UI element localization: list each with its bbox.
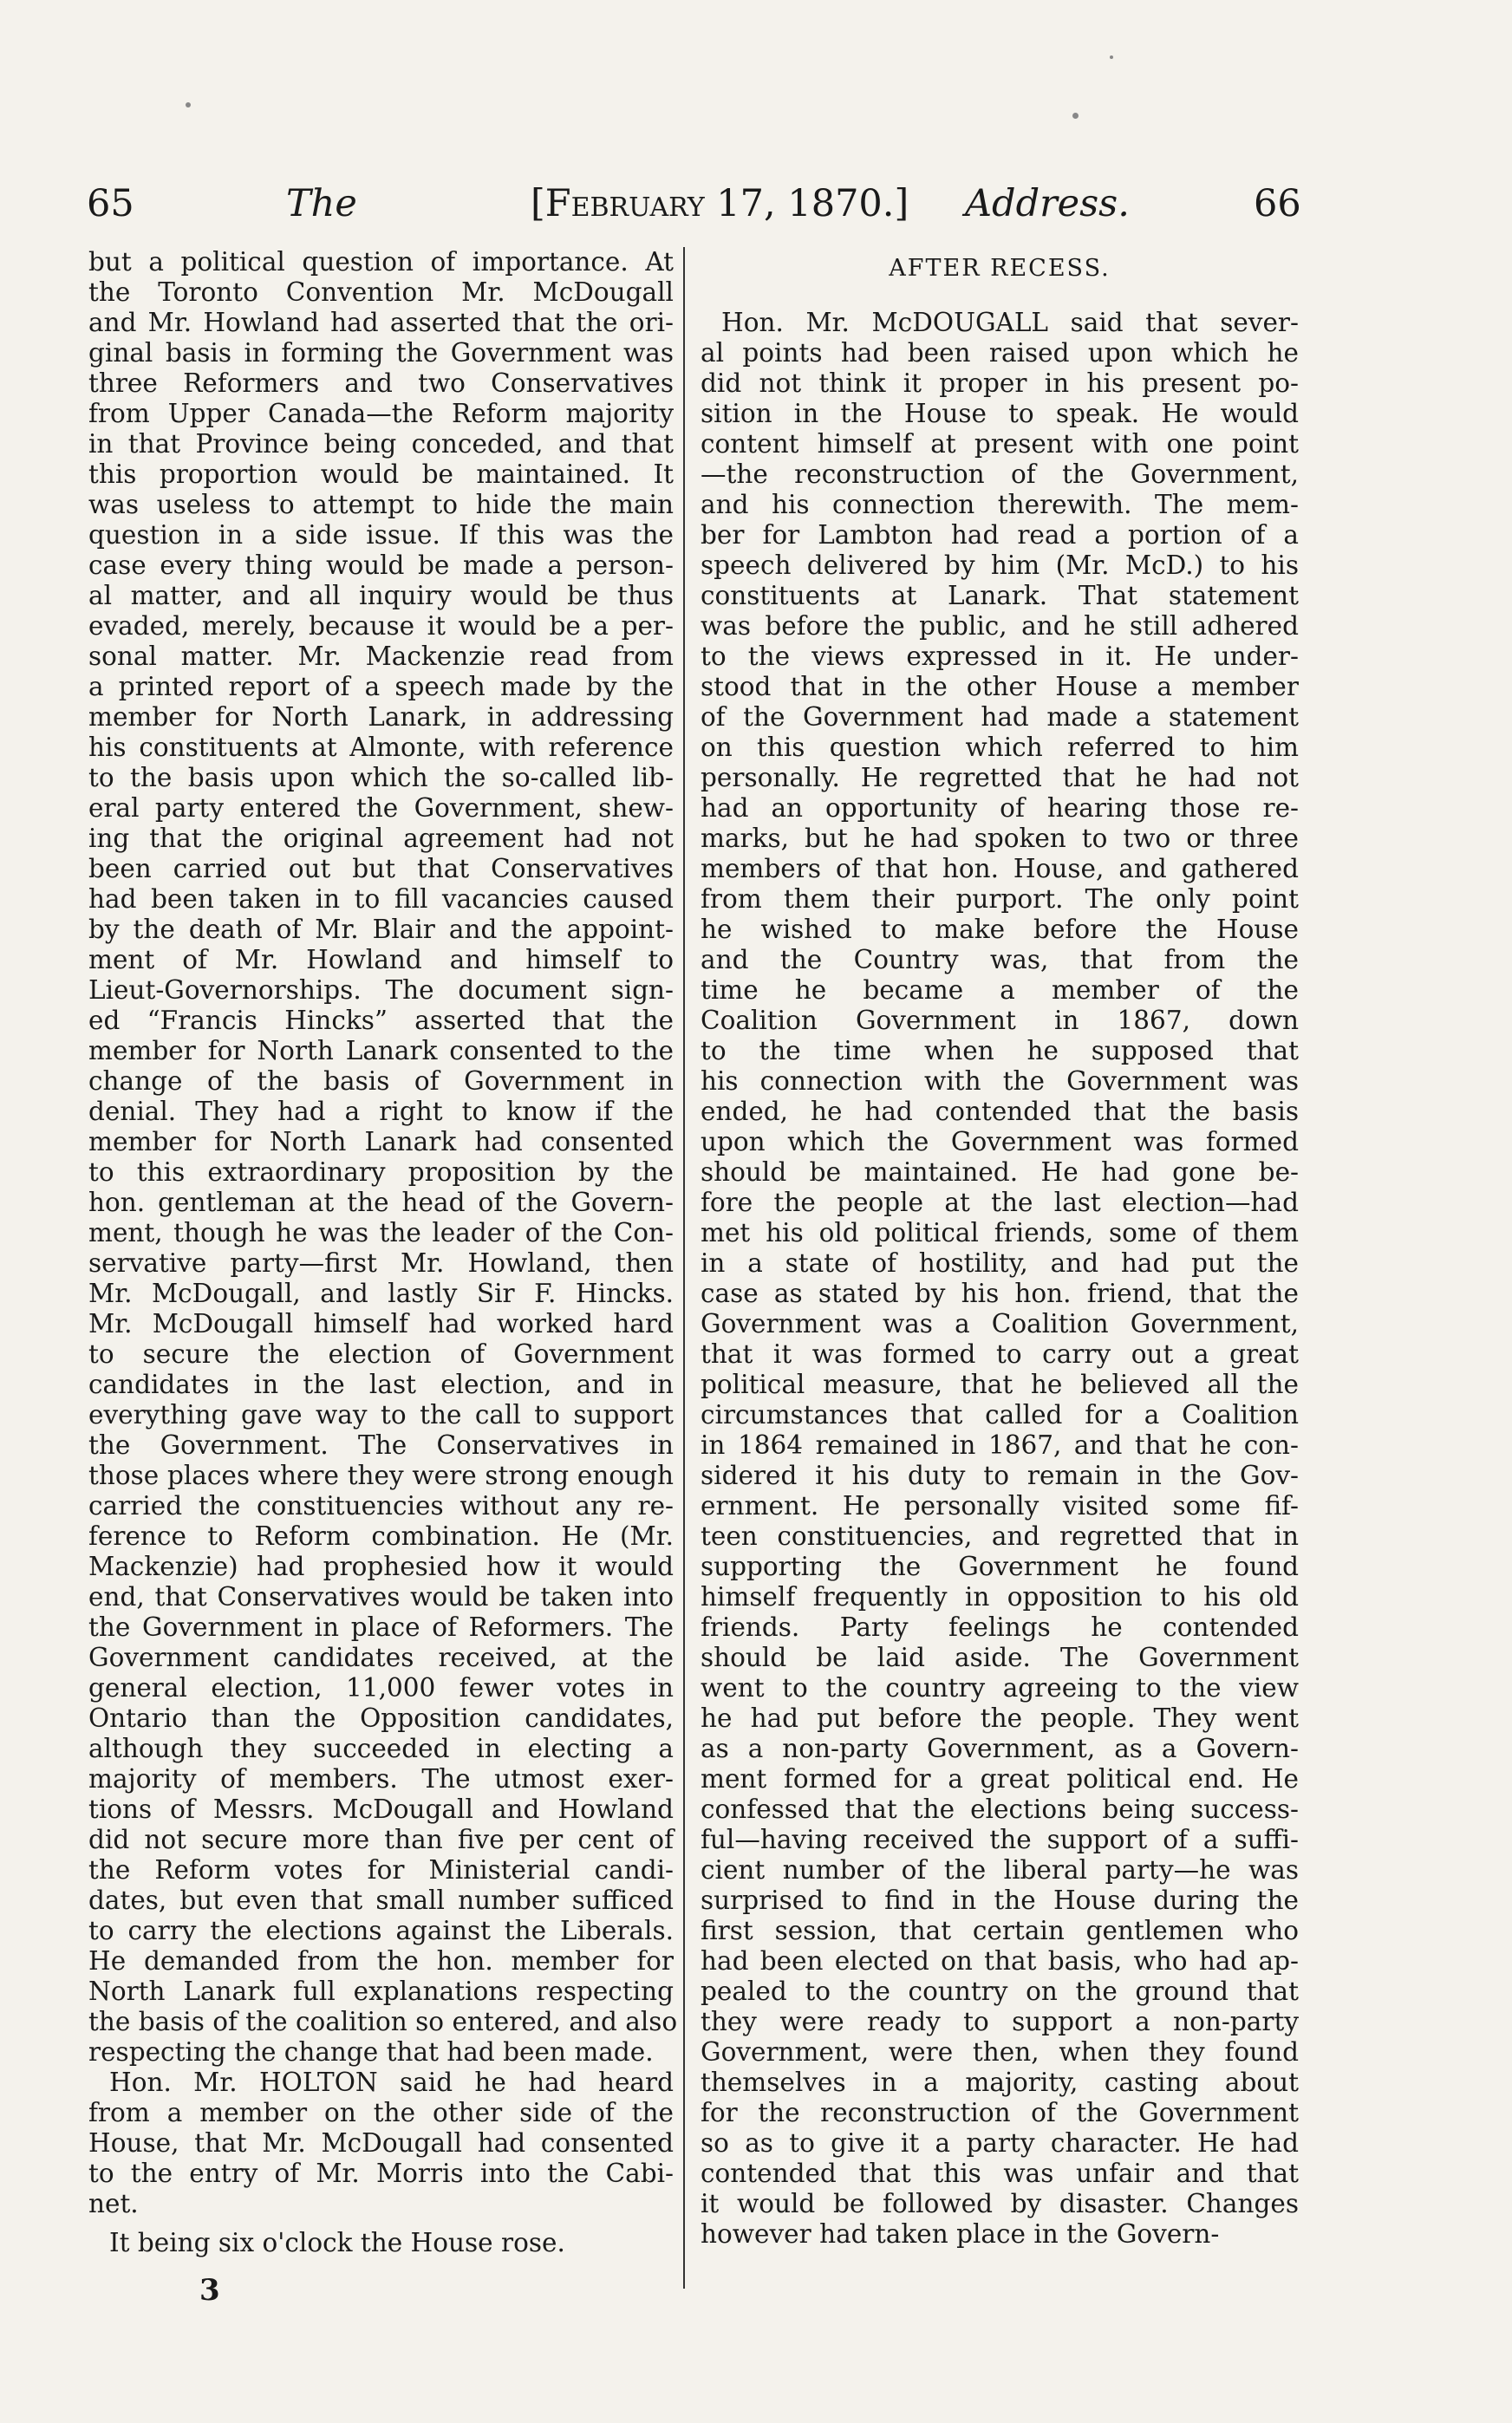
text-line: ended, he had contended that the basis [701, 1097, 1299, 1126]
text-line: had an opportunity of hearing those re- [701, 793, 1299, 823]
text-line: for the reconstruction of the Government [701, 2098, 1299, 2127]
text-line: should be laid aside. The Government [701, 1643, 1299, 1672]
text-line: it would be followed by disaster. Changes [701, 2189, 1299, 2218]
text-line: did not think it proper in his present po- [701, 368, 1299, 398]
text-line: of the Government had made a statement [701, 702, 1299, 732]
text-line: to the time when he supposed that [701, 1036, 1299, 1065]
text-line: question in a side issue. If this was the [88, 520, 674, 550]
text-line: Government was a Coalition Government, [701, 1309, 1299, 1339]
text-line: ment formed for a great political end. He [701, 1764, 1299, 1794]
text-line: however had taken place in the Govern- [701, 2219, 1220, 2249]
page-header [87, 178, 1300, 238]
text-line: was before the public, and he still adhered [701, 611, 1299, 641]
text-line: from Upper Canada—the Reform majority [88, 399, 674, 428]
left-running-title: The [286, 182, 357, 225]
text-line: in 1864 remained in 1867, and that he con- [701, 1430, 1299, 1460]
text-line: tions of Messrs. McDougall and Howland [88, 1794, 674, 1824]
text-line: teen constituencies, and regretted that in [701, 1521, 1299, 1551]
text-line: hon. gentleman at the head of the Govern- [88, 1188, 674, 1217]
text-line: the basis of the coalition so entered, and also [88, 2007, 678, 2036]
print-speck [1072, 113, 1079, 119]
text-line: did not secure more than five per cent of [88, 1825, 674, 1854]
text-line: on this question which referred to him [701, 733, 1299, 762]
text-line: in that Province being conceded, and that [88, 429, 674, 459]
text-line: eral party entered the Government, shew- [88, 793, 674, 823]
text-line: Hon. Mr. HOLTON said he had heard [109, 2068, 674, 2097]
text-line: stood that in the other House a member [701, 672, 1299, 701]
text-line: the Toronto Convention Mr. McDougall [88, 277, 674, 307]
text-line: he wished to make before the House [701, 915, 1299, 944]
text-line: everything gave way to the call to support [88, 1400, 674, 1430]
text-line: member for North Lanark consented to the [88, 1036, 674, 1065]
text-line: in a state of hostility, and had put the [701, 1248, 1299, 1278]
text-line: time he became a member of the [701, 975, 1299, 1005]
text-line: sidered it his duty to remain in the Gov- [701, 1461, 1299, 1490]
text-line: friends. Party feelings he contended [701, 1612, 1299, 1642]
right-page-number: 66 [1254, 182, 1301, 225]
text-line: from them their purport. The only point [701, 884, 1299, 914]
text-line: content himself at present with one point [701, 429, 1299, 459]
text-line: by the death of Mr. Blair and the appoint- [88, 915, 674, 944]
text-line: speech delivered by him (Mr. McD.) to his [701, 550, 1299, 580]
text-line: ference to Reform combination. He (Mr. [88, 1521, 674, 1551]
text-line: majority of members. The utmost exer- [88, 1764, 674, 1794]
text-line: should be maintained. He had gone be- [701, 1157, 1299, 1187]
text-line: ing that the original agreement had not [88, 824, 674, 853]
text-line: respecting the change that had been made. [88, 2037, 654, 2067]
text-line: had been elected on that basis, who had ap- [701, 1946, 1299, 1976]
left-column [88, 247, 678, 2258]
text-line: a printed report of a speech made by the [88, 672, 674, 701]
text-line: he had put before the people. They went [701, 1703, 1299, 1733]
text-line: member for North Lanark, in addressing [88, 702, 674, 732]
text-line: and Mr. Howland had asserted that the ori- [88, 308, 674, 337]
text-line: al points had been raised upon which he [701, 338, 1299, 368]
text-line: that it was formed to carry out a great [701, 1339, 1299, 1369]
text-line: evaded, merely, because it would be a per- [88, 611, 674, 641]
text-line: pealed to the country on the ground that [701, 1977, 1299, 2006]
text-line: ful—having received the support of a suffi- [701, 1825, 1299, 1854]
text-line: the Government in place of Reformers. The [88, 1612, 674, 1642]
section-heading: AFTER RECESS. [889, 255, 1111, 282]
right-column [701, 247, 1299, 2250]
text-line: sition in the House to speak. He would [701, 399, 1299, 428]
text-line: surprised to find in the House during the [701, 1886, 1299, 1915]
text-line: general election, 11,000 fewer votes in [88, 1673, 674, 1703]
text-line: three Reformers and two Conservatives [88, 368, 674, 398]
text-line: Ontario than the Opposition candidates, [88, 1703, 674, 1733]
text-line: themselves in a majority, casting about [701, 2068, 1299, 2097]
text-line: Hon. Mr. McDOUGALL said that sever- [721, 308, 1299, 337]
text-line: supporting the Government he found [701, 1552, 1299, 1581]
text-line: House, that Mr. McDougall had consented [88, 2128, 674, 2158]
text-line: himself frequently in opposition to his old [701, 1582, 1299, 1612]
text-line: but a political question of importance. At [88, 247, 674, 277]
text-line: marks, but he had spoken to two or three [701, 824, 1299, 853]
print-speck [186, 102, 191, 107]
text-line: net. [88, 2189, 139, 2218]
print-speck [1110, 55, 1113, 59]
text-line: Government, were then, when they found [701, 2037, 1299, 2067]
text-line: Mr. McDougall himself had worked hard [88, 1309, 674, 1339]
text-line: case as stated by his hon. friend, that the [701, 1279, 1299, 1308]
text-line: personally. He regretted that he had not [701, 763, 1299, 792]
text-line: end, that Conservatives would be taken into [88, 1582, 674, 1612]
text-line: —the reconstruction of the Government, [701, 459, 1299, 489]
text-line: members of that hon. House, and gathered [701, 854, 1299, 883]
right-column-body [701, 308, 1299, 2250]
text-line: political measure, that he believed all the [701, 1370, 1299, 1399]
text-line: ginal basis in forming the Government was [88, 338, 674, 368]
text-line: change of the basis of Government in [88, 1066, 674, 1096]
left-page-number: 65 [87, 182, 134, 225]
text-line: servative party—first Mr. Howland, then [88, 1248, 674, 1278]
text-line: to this extraordinary proposition by the [88, 1157, 674, 1187]
text-line: contended that this was unfair and that [701, 2159, 1299, 2188]
text-line: It being six o'clock the House rose. [109, 2228, 565, 2257]
text-line: candidates in the last election, and in [88, 1370, 674, 1399]
text-line: had been taken in to fill vacancies caused [88, 884, 674, 914]
text-line: those places where they were strong enough [88, 1461, 674, 1490]
text-line: although they succeeded in electing a [88, 1734, 674, 1763]
header-date: [February 17, 1870.] [531, 182, 909, 225]
text-line: al matter, and all inquiry would be thus [88, 581, 674, 610]
text-line: been carried out but that Conservatives [88, 854, 674, 883]
signature-mark: 3 [199, 2273, 220, 2308]
text-line: the Reform votes for Ministerial candi- [88, 1855, 674, 1885]
text-line: they were ready to support a non-party [701, 2007, 1299, 2036]
text-line: dates, but even that small number sufficed [88, 1886, 674, 1915]
text-line: first session, that certain gentlemen who [701, 1916, 1299, 1945]
text-line: confessed that the elections being success- [701, 1794, 1299, 1824]
text-line: cient number of the liberal party—he was [701, 1855, 1299, 1885]
text-line: ment of Mr. Howland and himself to [88, 945, 674, 974]
text-line: this proportion would be maintained. It [88, 459, 674, 489]
text-line: carried the constituencies without any re- [88, 1491, 674, 1521]
text-line: ber for Lambton had read a portion of a [701, 520, 1299, 550]
text-line: Mackenzie) had prophesied how it would [88, 1552, 674, 1581]
text-line: the Government. The Conservatives in [88, 1430, 674, 1460]
right-running-title: Address. [965, 182, 1130, 225]
text-line: fore the people at the last election—had [701, 1188, 1299, 1217]
text-line: his constituents at Almonte, with reference [88, 733, 674, 762]
text-line: upon which the Government was formed [701, 1127, 1299, 1156]
text-line: so as to give it a party character. He had [701, 2128, 1299, 2158]
text-line: Coalition Government in 1867, down [701, 1006, 1299, 1035]
text-line: Mr. McDougall, and lastly Sir F. Hincks. [88, 1279, 674, 1308]
text-line: Government candidates received, at the [88, 1643, 674, 1672]
text-line: to carry the elections against the Liberals. [88, 1916, 674, 1945]
text-line: was useless to attempt to hide the main [88, 490, 674, 519]
text-line: his connection with the Government was [701, 1066, 1299, 1096]
text-line: He demanded from the hon. member for [88, 1946, 674, 1976]
text-line: went to the country agreeing to the view [701, 1673, 1299, 1703]
text-line: ed “Francis Hincks” asserted that the [88, 1006, 674, 1035]
text-line: as a non-party Government, as a Govern- [701, 1734, 1299, 1763]
column-divider [683, 247, 685, 2289]
text-line: to secure the election of Government [88, 1339, 674, 1369]
text-line: to the basis upon which the so-called lib- [88, 763, 674, 792]
text-line: met his old political friends, some of them [701, 1218, 1299, 1247]
text-line: North Lanark full explanations respecting [88, 1977, 674, 2006]
text-line: to the views expressed in it. He under- [701, 642, 1299, 671]
text-line: sonal matter. Mr. Mackenzie read from [88, 642, 674, 671]
text-line: member for North Lanark had consented [88, 1127, 674, 1156]
text-line: and his connection therewith. The mem- [701, 490, 1299, 519]
text-line: Lieut-Governorships. The document sign- [88, 975, 674, 1005]
text-line: constituents at Lanark. That statement [701, 581, 1299, 610]
text-line: ernment. He personally visited some fif- [701, 1491, 1299, 1521]
text-line: circumstances that called for a Coalition [701, 1400, 1299, 1430]
text-line: case every thing would be made a person- [88, 550, 674, 580]
text-line: from a member on the other side of the [88, 2098, 674, 2127]
text-line: ment, though he was the leader of the Con- [88, 1218, 674, 1247]
text-line: denial. They had a right to know if the [88, 1097, 674, 1126]
text-line: to the entry of Mr. Morris into the Cabi- [88, 2159, 674, 2188]
text-line: and the Country was, that from the [701, 945, 1299, 974]
